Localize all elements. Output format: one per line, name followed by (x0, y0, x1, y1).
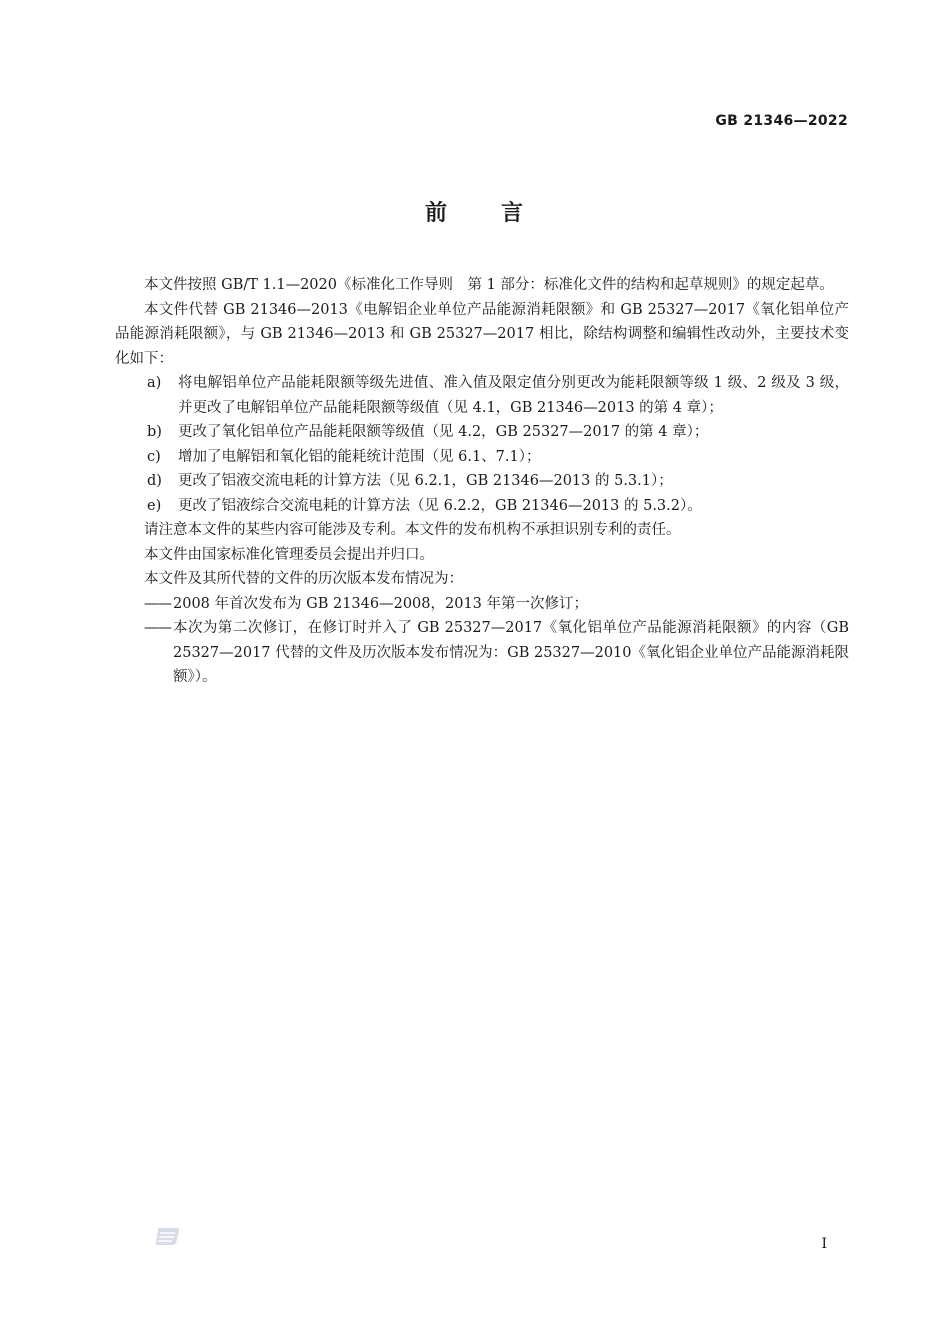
standard-code: GB 21346—2022 (715, 113, 848, 129)
history-item-text: 本次为第二次修订，在修订时并入了 GB 25327—2017《氧化铝单位产品能源消耗限额》的内容（GB 25327—2017 代替的文件及历次版本发布情况为：GB 25327—2010《氧化铝企业单位产品能源消耗限额》）。 (173, 620, 850, 685)
title-char-2: 言 (501, 201, 526, 226)
page-title (0, 196, 950, 227)
list-item-text: 更改了铝液交流电耗的计算方法（见 6.2.1，GB 21346—2013 的 5.3.1）； (178, 473, 673, 489)
list-item-text: 更改了氧化铝单位产品能耗限额等级值（见 4.2，GB 25327—2017 的第 4 章）； (178, 424, 709, 440)
list-item-marker: a) (147, 375, 162, 391)
dash-marker: —— (144, 595, 171, 612)
list-item-marker: b) (147, 424, 162, 440)
list-item-text: 增加了电解铝和氧化铝的能耗统计范围（见 6.1、7.1）； (178, 448, 541, 465)
title-char-1: 前 (424, 201, 449, 226)
paragraph-patent-notice: 请注意本文件的某些内容可能涉及专利。本文件的发布机构不承担识别专利的责任。 (144, 522, 681, 538)
page-number: I (821, 1236, 827, 1252)
history-item (115, 616, 849, 690)
paragraph-version-history: 本文件及其所代替的文件的历次版本发布情况为： (144, 571, 463, 587)
history-item (115, 592, 849, 617)
paragraph-replacement: 本文件代替 GB 21346—2013《电解铝企业单位产品能源消耗限额》和 GB 25327—2017《氧化铝单位产品能源消耗限额》，与 GB 21346—2013 和 GB 25327—2017 相比，除结构调整和编辑性改动外，主要技术变化如下： (115, 301, 849, 367)
foreword-body (115, 273, 849, 690)
paragraph-proposer: 本文件由国家标准化管理委员会提出并归口。 (144, 546, 434, 563)
list-item-marker: d) (147, 473, 162, 489)
list-item (115, 494, 849, 519)
list-item-marker: e) (147, 497, 162, 514)
dash-marker: —— (144, 620, 171, 636)
list-item (115, 371, 849, 420)
sac-logo-icon (155, 1226, 181, 1246)
list-item-marker: c) (147, 448, 161, 465)
list-item (115, 445, 849, 470)
history-item-text: 2008 年首次发布为 GB 21346—2008，2013 年第一次修订； (173, 595, 589, 612)
list-item-text: 将电解铝单位产品能耗限额等级先进值、准入值及限定值分别更改为能耗限额等级 1 级、2 级及 3 级，并更改了电解铝单位产品能耗限额等级值（见 4.1，GB 21346—2013 的第 4 章）； (178, 375, 849, 416)
list-item (115, 469, 849, 494)
list-item (115, 420, 849, 445)
paragraph-drafting-rules: 本文件按照 GB/T 1.1—2020《标准化工作导则 第 1 部分：标准化文件的结构和起草规则》的规定起草。 (144, 277, 834, 293)
list-item-text: 更改了铝液综合交流电耗的计算方法（见 6.2.2，GB 21346—2013 的 5.3.2）。 (178, 497, 702, 514)
version-history-list (115, 592, 849, 690)
technical-changes-list (115, 371, 849, 518)
